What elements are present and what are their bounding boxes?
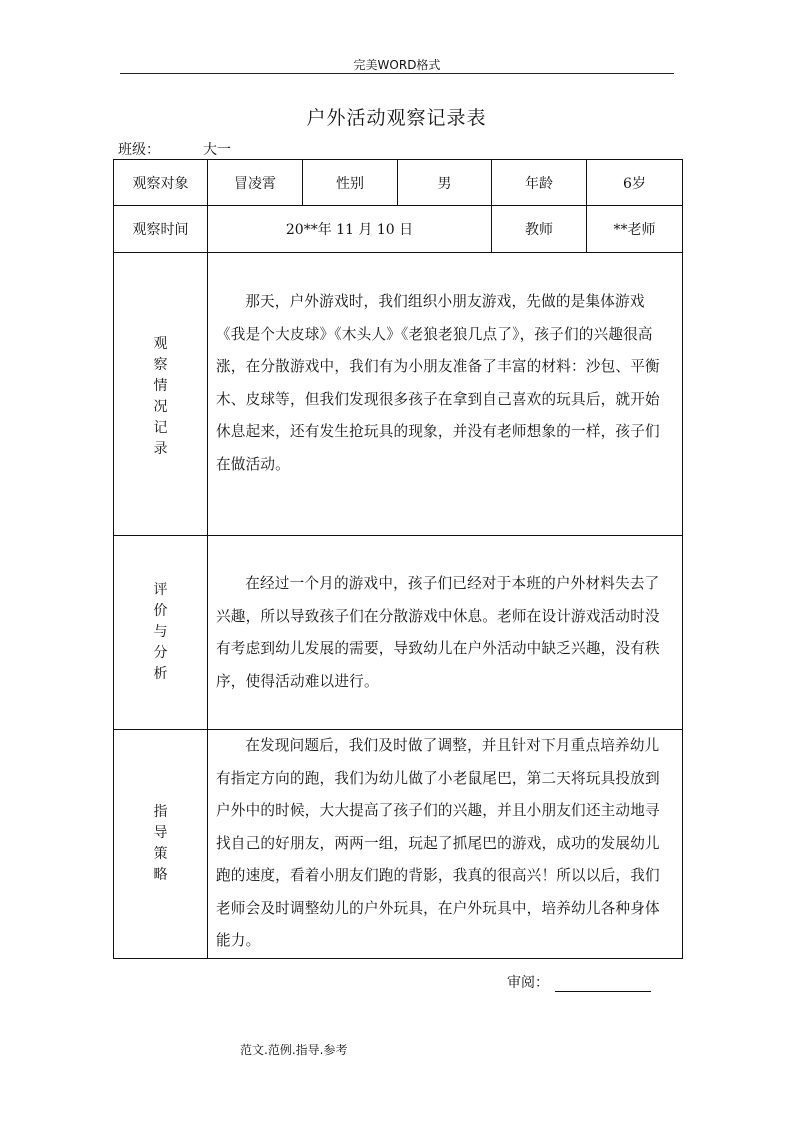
label-char: 评: [153, 582, 168, 598]
teacher-label: 教师: [492, 206, 587, 253]
label-char: 录: [153, 441, 168, 457]
time-label: 观察时间: [114, 206, 208, 253]
section-text: 那天，户外游戏时，我们组织小朋友游戏，先做的是集体游戏《我是个大皮球》《木头人》《老狼老狼几点了》，孩子们的兴趣很高涨，在分散游戏中，我们有为小朋友准备了丰富的材料：沙包、平衡木、皮球等，但我们发现很多孩子在拿到自己喜欢的玩具后，就开始休息起来，还有发生抢玩具的现象，并没有老师想象的一样，孩子们在做活动。: [216, 293, 660, 473]
label-char: 察: [153, 357, 168, 373]
time-value: 20**年 11 月 10 日: [208, 206, 492, 253]
label-char: 策: [153, 845, 168, 862]
gender-label: 性别: [303, 160, 398, 206]
section-text: 在经过一个月的游戏中，孩子们已经对于本班的户外材料失去了兴趣，所以导致孩子们在分散游戏中休息。老师在设计游戏活动时没有考虑到幼儿发展的需要，导致幼儿在户外活动中缺乏兴趣，没有秩序，使得活动难以进行。: [216, 575, 660, 690]
table-row: [114, 160, 683, 206]
section-label: [114, 730, 208, 959]
page-footer: 范文.范例.指导.参考: [240, 1043, 348, 1057]
document-title: 户外活动观察记录表: [306, 107, 487, 129]
subject-value: 冒凌霄: [208, 160, 303, 206]
observation-table: [113, 159, 683, 959]
label-char: 分: [153, 645, 168, 661]
label-char: 价: [153, 603, 168, 619]
class-label: 班级：: [118, 142, 160, 158]
page-header: 完美WORD格式: [353, 58, 441, 72]
subject-label: 观察对象: [114, 160, 208, 206]
label-char: 况: [153, 399, 168, 415]
label-char: 情: [153, 378, 168, 394]
label-char: 导: [153, 824, 168, 841]
review-signature-line: [555, 976, 651, 992]
section-label: [114, 253, 208, 536]
teacher-value: **老师: [587, 206, 683, 253]
header-rule: [120, 73, 674, 74]
age-label: 年龄: [492, 160, 587, 206]
label-char: 与: [153, 624, 168, 640]
class-value: 大一: [164, 142, 270, 160]
guidance-strategy-text: [208, 730, 683, 959]
section-text: 在发现问题后，我们及时做了调整，并且针对下月重点培养幼儿有指定方向的跑，我们为幼儿做了小老鼠尾巴，第二天将玩具投放到户外中的时候，大大提高了孩子们的兴趣，并且小朋友们还主动地寻找自己的好朋友，两两一组，玩起了抓尾巴的游戏，成功的发展幼儿跑的速度，看着小朋友们跑的背影，我真的很高兴！所以以后，我们老师会及时调整幼儿的户外玩具，在户外玩具中，培养幼儿各种身体能力。: [216, 737, 660, 949]
review-label: 审阅：: [507, 975, 549, 991]
table-row: [114, 730, 683, 959]
gender-value: 男: [398, 160, 492, 206]
table-row: [114, 206, 683, 253]
table-row: [114, 536, 683, 730]
label-char: 记: [153, 420, 168, 436]
review-field: [507, 972, 651, 992]
table-row: [114, 253, 683, 536]
class-field: [118, 139, 270, 160]
label-char: 析: [153, 666, 168, 682]
label-char: 指: [153, 803, 168, 820]
age-value: 6岁: [587, 160, 683, 206]
label-char: 略: [153, 866, 168, 883]
label-char: 观: [153, 336, 168, 352]
observation-record-text: [208, 253, 683, 536]
evaluation-analysis-text: [208, 536, 683, 730]
section-label: [114, 536, 208, 730]
